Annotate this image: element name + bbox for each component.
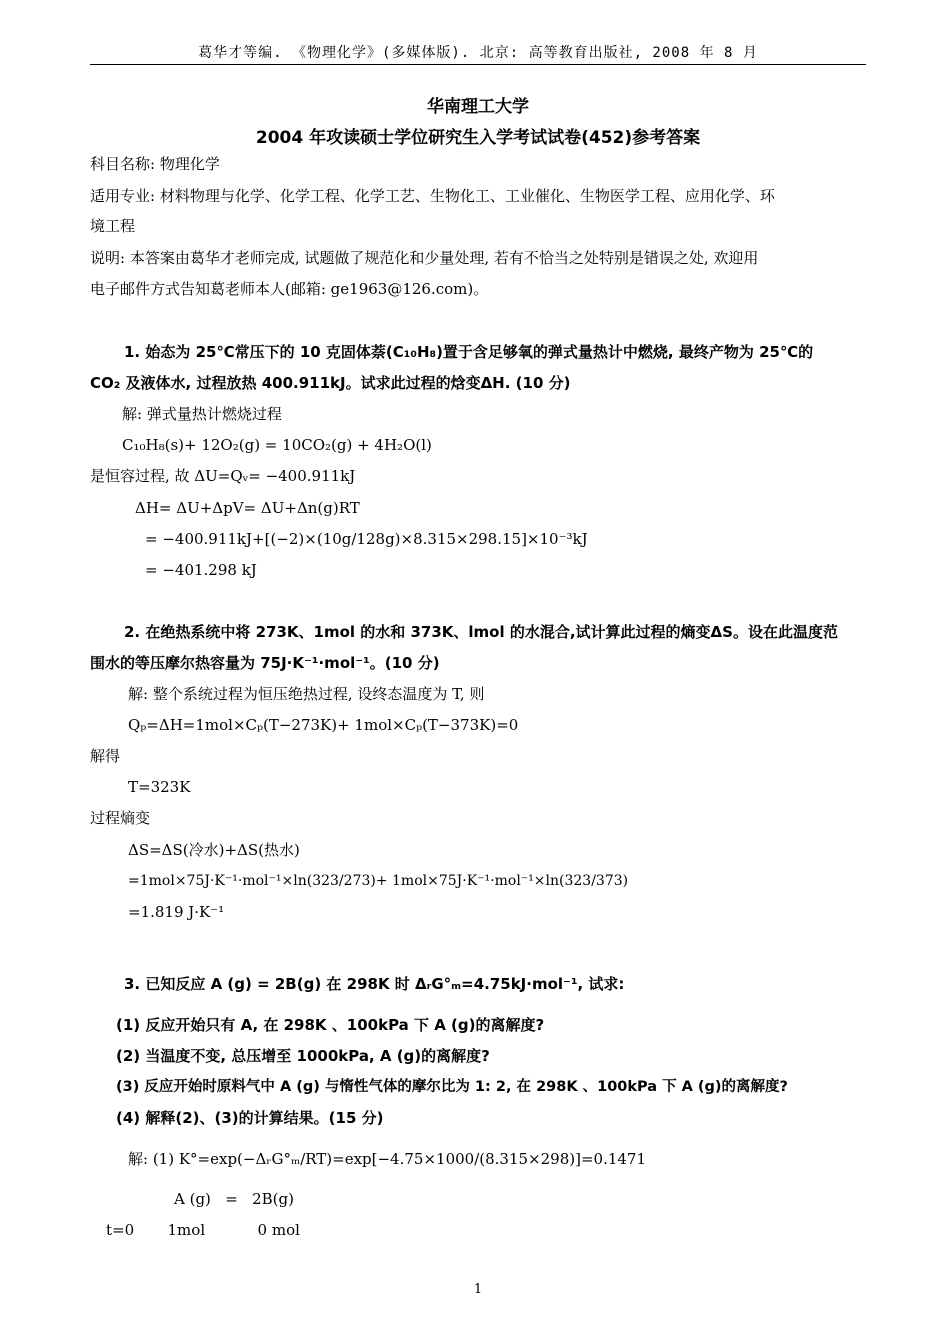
q1-stem-line-1: 1. 始态为 25℃常压下的 10 克固体萘(C₁₀H₈)置于含足够氧的弹式量热计中燃烧, 最终产物为 25℃的: [124, 343, 814, 361]
q2-sol-line: 解: 整个系统过程为恒压绝热过程, 设终态温度为 T, 则: [128, 685, 485, 703]
q1-sol-line: 是恒容过程, 故 ΔU=Qᵥ= −400.911kJ: [90, 467, 356, 485]
q2-sol-line: =1.819 J·K⁻¹: [128, 903, 225, 921]
header-rule: [90, 64, 866, 65]
q1-sol-line: 解: 弹式量热计燃烧过程: [122, 405, 282, 423]
q3-sol-line: t=0 1mol 0 mol: [106, 1221, 300, 1239]
q1-sol-line: = −401.298 kJ: [145, 561, 257, 579]
page-number: 1: [473, 1282, 483, 1297]
q3-part: (1) 反应开始只有 A, 在 298K 、100kPa 下 A (g)的离解度?: [116, 1016, 545, 1034]
q3-part: (4) 解释(2)、(3)的计算结果。(15 分): [116, 1109, 384, 1127]
subject-line: 科目名称: 物理化学: [90, 155, 220, 173]
q3-part: (2) 当温度不变, 总压增至 1000kPa, A (g)的离解度?: [116, 1047, 490, 1065]
q1-sol-line: ΔH= ΔU+ΔpV= ΔU+Δn(g)RT: [135, 499, 360, 517]
exam-title: 2004 年攻读硕士学位研究生入学考试试卷(452)参考答案: [255, 128, 701, 148]
q1-stem-line-2: CO₂ 及液体水, 过程放热 400.911kJ。试求此过程的焓变ΔH. (10 分): [90, 374, 571, 392]
q3-sol-line: 解: (1) K°=exp(−ΔᵣG°ₘ/RT)=exp[−4.75×1000/(8.315×298)]=0.1471: [128, 1150, 647, 1168]
page-header: 葛华才等编. 《物理化学》(多媒体版). 北京: 高等教育出版社, 2008 年 8 月: [198, 45, 758, 61]
q3-stem: 3. 已知反应 A (g) = 2B(g) 在 298K 时 ΔᵣG°ₘ=4.75kJ·mol⁻¹, 试求:: [124, 975, 625, 993]
q1-sol-line: = −400.911kJ+[(−2)×(10g/128g)×8.315×298.15]×10⁻³kJ: [145, 530, 588, 548]
university-title: 华南理工大学: [427, 97, 529, 117]
q2-sol-line: T=323K: [128, 778, 191, 796]
q2-sol-line: Qₚ=ΔH=1mol×Cₚ(T−273K)+ 1mol×Cₚ(T−373K)=0: [128, 716, 519, 734]
q2-sol-line: ΔS=ΔS(冷水)+ΔS(热水): [128, 841, 300, 859]
q3-sol-line: A (g) = 2B(g): [174, 1190, 294, 1208]
note-line-2: 电子邮件方式告知葛老师本人(邮箱: ge1963@126.com)。: [90, 280, 489, 298]
q2-sol-line: 解得: [90, 747, 121, 765]
q2-sol-line: =1mol×75J·K⁻¹·mol⁻¹×ln(323/273)+ 1mol×75J·K⁻¹·mol⁻¹×ln(323/373): [128, 873, 629, 889]
q2-stem-line-2: 围水的等压摩尔热容量为 75J·K⁻¹·mol⁻¹。(10 分): [90, 654, 440, 672]
majors-line-1: 适用专业: 材料物理与化学、化学工程、化学工艺、生物化工、工业催化、生物医学工程、应用化学、环: [90, 187, 775, 205]
q2-sol-line: 过程熵变: [90, 809, 151, 827]
majors-line-2: 境工程: [90, 217, 136, 235]
q3-part: (3) 反应开始时原料气中 A (g) 与惰性气体的摩尔比为 1: 2, 在 298K 、100kPa 下 A (g)的离解度?: [116, 1079, 788, 1095]
note-line-1: 说明: 本答案由葛华才老师完成, 试题做了规范化和少量处理, 若有不恰当之处特别是错误之处, 欢迎用: [90, 249, 759, 267]
q1-sol-line: C₁₀H₈(s)+ 12O₂(g) = 10CO₂(g) + 4H₂O(l): [122, 436, 432, 454]
q2-stem-line-1: 2. 在绝热系统中将 273K、1mol 的水和 373K、lmol 的水混合,试计算此过程的熵变ΔS。设在此温度范: [124, 623, 838, 641]
